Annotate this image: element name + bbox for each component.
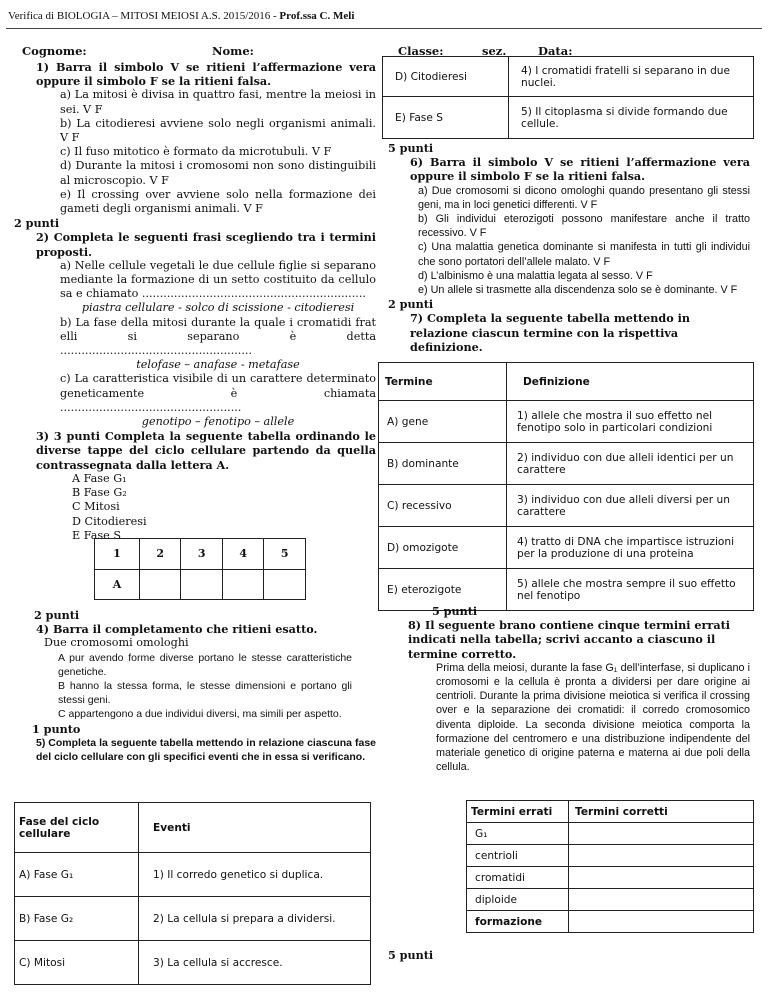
q6-item-a[interactable]: a) Due cromosomi si dicono omologhi quando presentano gli stessi geni, ma in loci genetici differenti. V F bbox=[418, 184, 750, 211]
q7-term: C) recessivo bbox=[379, 485, 507, 527]
q8-head-correct: Termini corretti bbox=[569, 801, 754, 823]
q3-head: 3 bbox=[181, 539, 223, 570]
q2-b-options: telofase – anafase - metafase bbox=[136, 358, 300, 372]
q7-definition: 1) allele che mostra il suo effetto nel fenotipo solo in particolari condizioni bbox=[507, 401, 754, 443]
q8-wrong-term: cromatidi bbox=[467, 867, 569, 889]
q7-head-def: Definizione bbox=[507, 363, 754, 401]
q8-text: Prima della meiosi, durante la fase G₁ dell’interfase, si duplicano i cromosomi e la cellula è pronta a dividersi per dare origine ai centrioli. Durante la prima divisione meiotica si verifica il crossing over e la separazione dei cromatidi: il corredo cromosomico diventa diploide. La seconda divisione meiotica comporta la formazione del centromero e una distribuzione indipendente del materiale genetico di origine paterna e materna ai due poli della cellula. bbox=[436, 661, 750, 774]
q3-head: 5 bbox=[264, 539, 306, 570]
q2-b[interactable]: b) La fase della mitosi durante la quale i cromatidi fratelli si separano è detta ...................................................... bbox=[60, 315, 376, 358]
q7-term: D) omozigote bbox=[379, 527, 507, 569]
q5-phase: B) Fase G₂ bbox=[15, 897, 139, 941]
q4-option-c[interactable]: C appartengono a due individui diversi, ma simili per aspetto. bbox=[58, 708, 342, 721]
q8-wrong-term: diploide bbox=[467, 889, 569, 911]
q7-points: 5 punti bbox=[432, 604, 478, 618]
q1-items bbox=[14, 88, 376, 216]
header-title: Verifica di BIOLOGIA – MITOSI MEIOSI A.S. 2015/2016 - bbox=[8, 10, 280, 22]
q5-head-events: Eventi bbox=[139, 803, 371, 853]
left-column-lower bbox=[14, 608, 376, 764]
q7-term: E) eterozigote bbox=[379, 569, 507, 611]
q7-term: A) gene bbox=[379, 401, 507, 443]
sez-label: sez. bbox=[482, 44, 507, 58]
q5-title: 5) Completa la seguente tabella mettendo in relazione ciascuna fase del ciclo cellulare con gli specifici eventi che in essa si verificano. bbox=[36, 736, 376, 764]
q6-points: 2 punti bbox=[388, 297, 434, 312]
q5-points: 5 punti bbox=[388, 141, 434, 155]
q3-head: 2 bbox=[139, 539, 181, 570]
q3-list-item: D Citodieresi bbox=[72, 514, 147, 528]
q5-phase: A) Fase G₁ bbox=[15, 853, 139, 897]
q3-title: 3) 3 punti Completa la seguente tabella ordinando le diverse tappe del ciclo cellulare partendo da quella contrassegnata dalla lettera A. bbox=[36, 429, 376, 472]
q8-wrong-term: G₁ bbox=[467, 823, 569, 845]
q3-cell-input[interactable] bbox=[139, 569, 181, 600]
q4-title: 4) Barra il completamento che ritieni esatto. bbox=[36, 622, 318, 637]
q3-list-item: A Fase G₁ bbox=[72, 471, 127, 485]
q3-head: 1 bbox=[95, 539, 140, 570]
q8-correct-input[interactable] bbox=[569, 911, 754, 933]
q8-points: 5 punti bbox=[388, 948, 434, 962]
q2-a-options: piastra cellulare - solco di scissione - citodieresi bbox=[81, 301, 355, 315]
q4-options bbox=[14, 651, 376, 722]
q3-cell-input[interactable] bbox=[222, 569, 264, 600]
q6-item-c[interactable]: c) Una malattia genetica dominante si manifesta in tutti gli individui che sono portatori dell’allele malato. V F bbox=[418, 241, 750, 268]
q4-points: 1 punto bbox=[32, 721, 81, 736]
q1-item-e[interactable]: e) Il crossing over avviene solo nella formazione dei gameti degli organismi animali. V F bbox=[60, 187, 376, 216]
q1-item-b[interactable]: b) La citodieresi avviene solo negli organismi animali. V F bbox=[60, 116, 376, 145]
q6-item-d[interactable]: d) L’albinismo è una malattia legata al sesso. V F bbox=[418, 269, 653, 282]
q8-correct-input[interactable] bbox=[569, 823, 754, 845]
q3-list-item: E Fase S bbox=[72, 528, 121, 542]
q2-a[interactable]: a) Nelle cellule vegetali le due cellule figlie si separano mediante la formazione di un setto costituito da cellulosa e chiamato ............................................................... bbox=[60, 258, 376, 301]
q5-event: 4) I cromatidi fratelli si separano in due nuclei. bbox=[509, 57, 754, 97]
nome-label: Nome: bbox=[212, 44, 254, 58]
q6-title: 6) Barra il simbolo V se ritieni l’affermazione vera oppure il simbolo F se la ritieni falsa. bbox=[410, 155, 750, 184]
q8-wrong-term: centrioli bbox=[467, 845, 569, 867]
q5-event: 3) La cellula si accresce. bbox=[139, 941, 371, 985]
q7-definition: 3) individuo con due alleli diversi per un carattere bbox=[507, 485, 754, 527]
header-author: Prof.ssa C. Meli bbox=[279, 10, 355, 22]
right-column bbox=[388, 141, 750, 354]
q2-c-options: genotipo – fenotipo – allele bbox=[141, 415, 295, 429]
q7-title: 7) Completa la seguente tabella mettendo in relazione ciascun termine con la rispettiva definizione. bbox=[410, 311, 690, 354]
q5-head-phase: Fase del ciclo cellulare bbox=[15, 803, 139, 853]
q8-wrong-term: formazione bbox=[467, 911, 569, 933]
q5-table-left bbox=[14, 802, 371, 985]
q8-table bbox=[466, 800, 754, 933]
q2-body bbox=[14, 259, 376, 429]
q6-item-b[interactable]: b) Gli individui eterozigoti possono manifestare anche il tratto recessivo. V F bbox=[418, 213, 750, 240]
q5-phase: E) Fase S bbox=[383, 97, 509, 139]
q8-correct-input[interactable] bbox=[569, 889, 754, 911]
q5-event: 5) Il citoplasma si divide formando due cellule. bbox=[509, 97, 754, 139]
q3-table bbox=[94, 538, 306, 600]
cognome-label: Cognome: bbox=[22, 44, 87, 58]
right-column-lower bbox=[386, 604, 750, 774]
q8-head-wrong: Termini errati bbox=[467, 801, 569, 823]
data-label: Data: bbox=[538, 44, 573, 58]
q3-cell-input[interactable] bbox=[264, 569, 306, 600]
q3-list-item: C Mitosi bbox=[72, 500, 120, 514]
q4-option-a[interactable]: A pur avendo forme diverse portano le stesse caratteristiche genetiche. bbox=[58, 651, 352, 678]
q8-correct-input[interactable] bbox=[569, 867, 754, 889]
q7-head-term: Termine bbox=[379, 363, 507, 401]
q3-points: 2 punti bbox=[34, 608, 80, 622]
q1-item-d[interactable]: d) Durante la mitosi i cromosomi non sono distinguibili al microscopio. V F bbox=[60, 159, 376, 187]
q8-correct-input[interactable] bbox=[569, 845, 754, 867]
q7-definition: 4) tratto di DNA che impartisce istruzioni per la produzione di una proteina bbox=[507, 527, 754, 569]
q5-event: 2) La cellula si prepara a dividersi. bbox=[139, 897, 371, 941]
q8-title: 8) Il seguente brano contiene cinque termini errati indicati nella tabella; scrivi accanto a ciascuno il termine corretto. bbox=[408, 618, 730, 661]
header-divider bbox=[6, 28, 762, 29]
q7-definition: 5) allele che mostra sempre il suo effetto nel fenotipo bbox=[507, 569, 754, 611]
q3-head: 4 bbox=[222, 539, 264, 570]
q6-items bbox=[388, 184, 750, 298]
q3-cell-input[interactable] bbox=[181, 569, 223, 600]
q1-item-c[interactable]: c) Il fuso mitotico è formato da microtubuli. V F bbox=[60, 145, 332, 159]
q6-item-e[interactable]: e) Un allele si trasmette alla discendenza solo se è dominante. V F bbox=[418, 284, 738, 297]
q7-term: B) dominante bbox=[379, 443, 507, 485]
q1-points: 2 punti bbox=[14, 216, 60, 231]
q3-list bbox=[14, 472, 376, 543]
q5-phase: D) Citodieresi bbox=[383, 57, 509, 97]
q5-phase: C) Mitosi bbox=[15, 941, 139, 985]
q3-list-item: B Fase G₂ bbox=[72, 486, 127, 500]
q5-event: 1) Il corredo genetico si duplica. bbox=[139, 853, 371, 897]
q2-c[interactable]: c) La caratteristica visibile di un carattere determinato geneticamente è chiamata ................................................... bbox=[60, 372, 376, 414]
q3-cell: A bbox=[95, 569, 140, 600]
q7-table bbox=[378, 362, 754, 611]
page-header bbox=[8, 10, 354, 22]
q4-option-b[interactable]: B hanno la stessa forma, le stesse dimensioni e portano gli stessi geni. bbox=[58, 680, 352, 707]
q1-item-a[interactable]: a) La mitosi è divisa in quattro fasi, mentre la meiosi in sei. V F bbox=[60, 88, 376, 116]
left-column bbox=[14, 60, 376, 543]
q7-definition: 2) individuo con due alleli identici per un carattere bbox=[507, 443, 754, 485]
q5-table-right bbox=[382, 56, 754, 139]
q2-title: 2) Completa le seguenti frasi scegliendo tra i termini proposti. bbox=[36, 230, 376, 259]
q1-title: 1) Barra il simbolo V se ritieni l’affermazione vera oppure il simbolo F se la ritieni falsa. bbox=[36, 60, 376, 89]
q4-intro: Due cromosomi omologhi bbox=[44, 636, 189, 650]
classe-label: Classe: bbox=[398, 44, 444, 58]
